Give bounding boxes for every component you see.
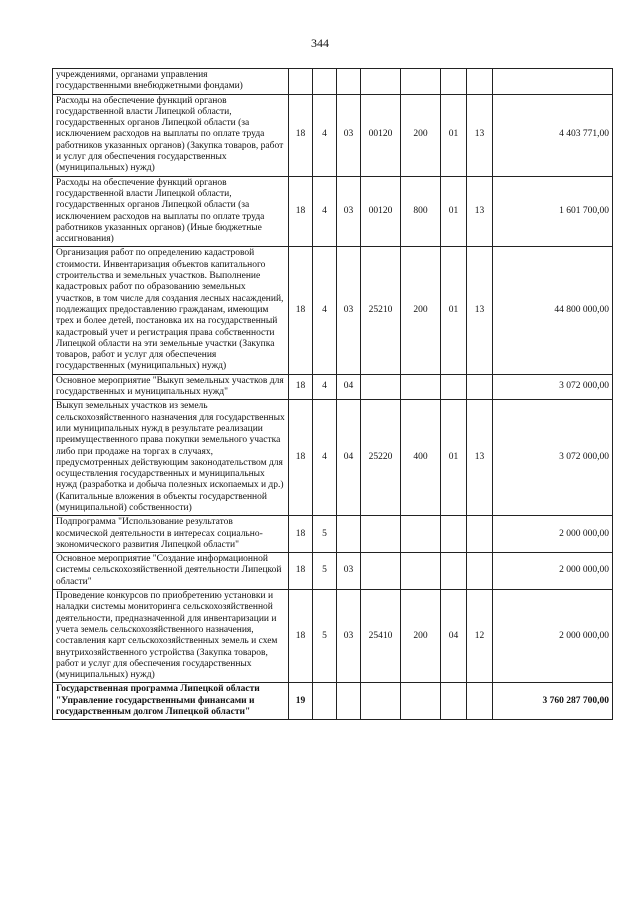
expense-type-cell: [401, 374, 441, 400]
section-cell: [441, 683, 467, 720]
table-row: [53, 590, 613, 683]
amount-cell: 3 072 000,00: [493, 400, 613, 516]
program-code-cell: [361, 516, 401, 553]
table-row: [53, 516, 613, 553]
amount-cell: 2 000 000,00: [493, 590, 613, 683]
table-row: [53, 176, 613, 247]
subsection-cell: 13: [467, 400, 493, 516]
section-cell: 01: [441, 247, 467, 374]
section-code-cell: [313, 683, 337, 720]
subsection-cell: 13: [467, 247, 493, 374]
subsection-cell: 12: [467, 590, 493, 683]
admin-code-cell: 18: [289, 400, 313, 516]
row-name-cell: учреждениями, органами управления государственными внебюджетными фондами): [53, 69, 289, 95]
amount-cell: 2 000 000,00: [493, 516, 613, 553]
row-name-cell: Проведение конкурсов по приобретению установки и наладки системы мониторинга сельскохозяйственной деятельности, предназначенной для инвентаризации и учета земель сельскохозяйственного назначения, составления карт сельскохозяйственных земель и схем внутрихозяйственного устройства (Закупка товаров, работ и услуг для обеспечения государственных (муниципальных) нужд): [53, 590, 289, 683]
subsection-code-cell: [337, 516, 361, 553]
amount-cell: 3 760 287 700,00: [493, 683, 613, 720]
admin-code-cell: 19: [289, 683, 313, 720]
subsection-code-cell: 03: [337, 553, 361, 590]
expense-type-cell: [401, 683, 441, 720]
section-code-cell: 4: [313, 94, 337, 176]
program-code-cell: 25220: [361, 400, 401, 516]
section-code-cell: 5: [313, 590, 337, 683]
expense-type-cell: 200: [401, 590, 441, 683]
subsection-cell: 13: [467, 94, 493, 176]
admin-code-cell: 18: [289, 176, 313, 247]
subsection-code-cell: 03: [337, 247, 361, 374]
subsection-cell: [467, 69, 493, 95]
subsection-cell: 13: [467, 176, 493, 247]
program-code-cell: 25210: [361, 247, 401, 374]
subsection-cell: [467, 553, 493, 590]
admin-code-cell: [289, 69, 313, 95]
section-code-cell: 4: [313, 400, 337, 516]
section-code-cell: 5: [313, 553, 337, 590]
program-code-cell: 25410: [361, 590, 401, 683]
admin-code-cell: 18: [289, 247, 313, 374]
page-number: 344: [311, 36, 329, 50]
amount-cell: [493, 69, 613, 95]
subsection-code-cell: [337, 69, 361, 95]
row-name-cell: Основное мероприятие "Создание информационной системы сельскохозяйственной деятельности Липецкой области": [53, 553, 289, 590]
row-name-cell: Подпрограмма "Использование результатов космической деятельности в интересах социально-экономического развития Липецкой области": [53, 516, 289, 553]
row-name-cell: Выкуп земельных участков из земель сельскохозяйственного назначения для государственных или муниципальных нужд в результате реализации преимущественного права покупки земельного участка либо при продаже на торгах в случаях, предусмотренных действующим законодательством для осуществления государственных и муниципальных нужд (разработка и добыча полезных ископаемых и др.) (Капитальные вложения в объекты государственной (муниципальной) собственности): [53, 400, 289, 516]
section-cell: 01: [441, 400, 467, 516]
expense-type-cell: 400: [401, 400, 441, 516]
expense-type-cell: [401, 553, 441, 590]
table-row: [53, 553, 613, 590]
program-code-cell: 00120: [361, 176, 401, 247]
subsection-code-cell: 04: [337, 374, 361, 400]
amount-cell: 3 072 000,00: [493, 374, 613, 400]
section-cell: 01: [441, 176, 467, 247]
expense-type-cell: 800: [401, 176, 441, 247]
section-cell: 01: [441, 94, 467, 176]
section-cell: [441, 516, 467, 553]
row-name-cell: Организация работ по определению кадастровой стоимости. Инвентаризация объектов капитального строительства и земельных участков. Выполнение кадастровых работ по образованию земельных участков, в том числе для создания лесных насаждений, подлежащих предоставлению гражданам, имеющим трех и более детей, постановка их на государственный кадастровый учет и регистрация права собственности Липецкой области на эти земельные участки (Закупка товаров, работ и услуг для обеспечения государственных (муниципальных) нужд): [53, 247, 289, 374]
admin-code-cell: 18: [289, 374, 313, 400]
section-cell: [441, 69, 467, 95]
row-name-cell: Расходы на обеспечение функций органов государственной власти Липецкой области, государственных органов Липецкой области (за исключением расходов на выплаты по оплате труда работников указанных органов) (Закупка товаров, работ и услуг для обеспечения государственных (муниципальных) нужд): [53, 94, 289, 176]
budget-table: [52, 68, 613, 720]
subsection-code-cell: 04: [337, 400, 361, 516]
table-row: [53, 247, 613, 374]
section-cell: [441, 374, 467, 400]
row-name-cell: Расходы на обеспечение функций органов государственной власти Липецкой области, государственных органов Липецкой области (за исключением расходов на выплаты по оплате труда работников указанных органов) (Иные бюджетные ассигнования): [53, 176, 289, 247]
program-code-cell: 00120: [361, 94, 401, 176]
section-code-cell: 4: [313, 374, 337, 400]
table-row: [53, 69, 613, 95]
admin-code-cell: 18: [289, 516, 313, 553]
section-code-cell: 4: [313, 247, 337, 374]
row-name-cell: Государственная программа Липецкой области "Управление государственными финансами и государственным долгом Липецкой области": [53, 683, 289, 720]
expense-type-cell: 200: [401, 247, 441, 374]
section-cell: 04: [441, 590, 467, 683]
section-code-cell: 4: [313, 176, 337, 247]
amount-cell: 1 601 700,00: [493, 176, 613, 247]
subsection-cell: [467, 516, 493, 553]
table-row: [53, 374, 613, 400]
subsection-cell: [467, 683, 493, 720]
subsection-code-cell: 03: [337, 590, 361, 683]
expense-type-cell: [401, 69, 441, 95]
subsection-cell: [467, 374, 493, 400]
section-cell: [441, 553, 467, 590]
amount-cell: 2 000 000,00: [493, 553, 613, 590]
table-row: [53, 400, 613, 516]
subsection-code-cell: 03: [337, 94, 361, 176]
expense-type-cell: 200: [401, 94, 441, 176]
subsection-code-cell: [337, 683, 361, 720]
subsection-code-cell: 03: [337, 176, 361, 247]
amount-cell: 4 403 771,00: [493, 94, 613, 176]
row-name-cell: Основное мероприятие "Выкуп земельных участков для государственных и муниципальных нужд": [53, 374, 289, 400]
section-code-cell: 5: [313, 516, 337, 553]
admin-code-cell: 18: [289, 590, 313, 683]
program-code-cell: [361, 683, 401, 720]
table-row: [53, 94, 613, 176]
admin-code-cell: 18: [289, 553, 313, 590]
admin-code-cell: 18: [289, 94, 313, 176]
expense-type-cell: [401, 516, 441, 553]
program-code-cell: [361, 553, 401, 590]
program-code-cell: [361, 374, 401, 400]
program-code-cell: [361, 69, 401, 95]
amount-cell: 44 800 000,00: [493, 247, 613, 374]
section-code-cell: [313, 69, 337, 95]
table-row: [53, 683, 613, 720]
